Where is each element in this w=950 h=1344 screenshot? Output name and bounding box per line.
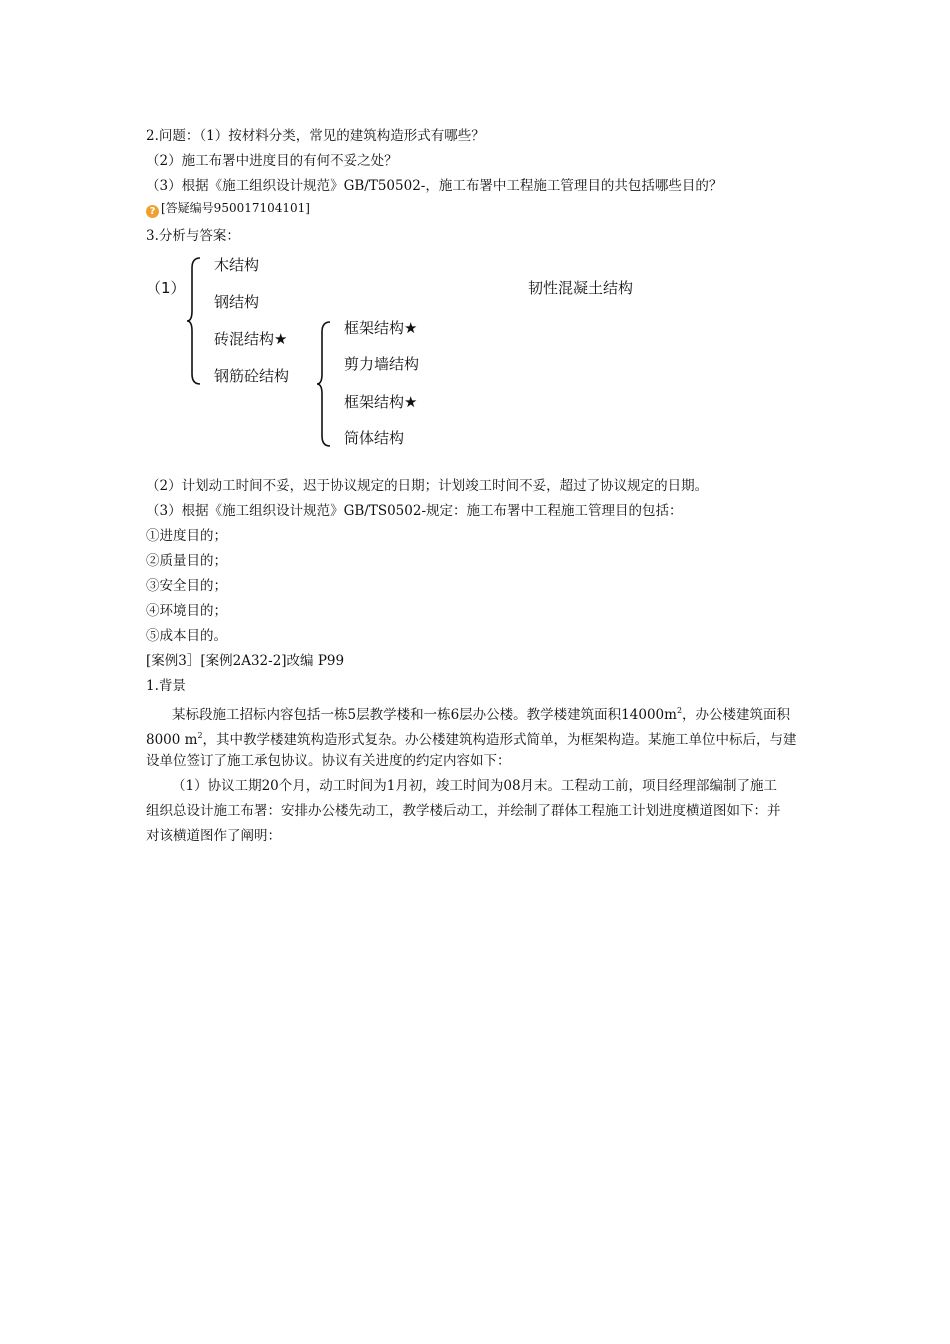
material-type-item: 钢结构 <box>214 293 260 311</box>
answer-ref-code[interactable]: [答疑编号950017104101] <box>161 201 310 215</box>
rc-type-item: 框架结构★ <box>344 319 418 337</box>
brace-material-types <box>186 256 202 386</box>
goal-item: ①进度目的； <box>146 528 227 544</box>
background-paragraph-line: 某标段施工招标内容包括一栋5层教学楼和一栋6层办公楼。教学楼建筑面积$14000m^2$，办公楼建筑面积 <box>172 706 791 723</box>
background-paragraph-line: 设单位签订了施工承包协议。协议有关进度的约定内容如下： <box>146 753 511 769</box>
rc-type-item: 筒体结构 <box>344 429 405 447</box>
analysis-heading: 3.分析与答案： <box>146 228 240 244</box>
question-3: （3）根据《施工组织设计规范》GB/T50502-，施工布署中工程施工管理目的共包括哪些目的？ <box>146 178 723 194</box>
material-type-item: 砖混结构★ <box>214 330 288 348</box>
case-title: [案例3］[案例2A32-2]改编 P99 <box>146 653 345 669</box>
goal-item: ②质量目的； <box>146 553 227 569</box>
brace-rc-types <box>316 320 332 448</box>
rc-type-item: 框架结构★ <box>344 393 418 411</box>
answer-2: （2）计划动工时间不妥，迟于协议规定的日期；计划竣工时间不妥，超过了协议规定的日期。 <box>146 478 709 494</box>
goal-item: ③安全目的； <box>146 578 227 594</box>
goal-item: ④环境目的； <box>146 603 227 619</box>
rc-type-item: 剪力墙结构 <box>344 355 420 373</box>
answer-ref-row <box>146 199 310 218</box>
question-heading: 2.问题：（1）按材料分类，常见的建筑构造形式有哪些？ <box>146 128 485 144</box>
goal-item: ⑤成本目的。 <box>146 628 227 644</box>
side-note: 韧性混凝土结构 <box>528 279 634 297</box>
question-2: （2）施工布署中进度目的有何不妥之处？ <box>146 153 398 169</box>
answer-1-label: （1） <box>146 279 186 297</box>
material-type-item: 钢筋砼结构 <box>214 367 290 385</box>
material-type-item: 木结构 <box>214 256 260 274</box>
contract-paragraph-line: （1）协议工期20个月，动工时间为1月初，竣工时间为08月末。工程动工前，项目经理部编制了施工 <box>172 778 778 794</box>
background-paragraph-line: 8000 $m^2$，其中教学楼建筑构造形式复杂。办公楼建筑构造形式简单，为框架构造。某施工单位中标后，与建 <box>146 731 797 748</box>
answer-3: （3）根据《施工组织设计规范》GB/TS0502-规定：施工布署中工程施工管理目的包括： <box>146 503 683 519</box>
contract-paragraph-line: 对该横道图作了阐明： <box>146 828 281 844</box>
background-heading: 1.背景 <box>146 678 186 694</box>
contract-paragraph-line: 组织总设计施工布署：安排办公楼先动工，教学楼后动工，并绘制了群体工程施工计划进度横道图如下：并 <box>146 803 781 819</box>
question-mark-icon[interactable]: ? <box>146 205 159 218</box>
